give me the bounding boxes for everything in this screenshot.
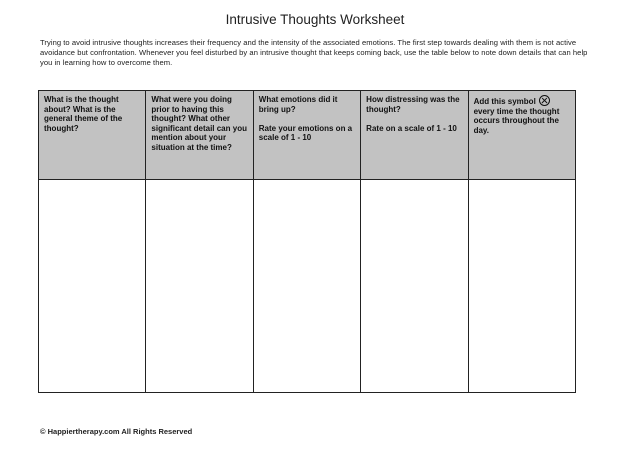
column-header-distress [361,91,468,180]
intro-paragraph: Trying to avoid intrusive thoughts increases their frequency and the intensity of the associated emotions. The first step towards dealing with them is not active avoidance but confrontation. Whenever you feel disturbed by an intrusive thought that keeps coming back, use the table below to note down details that can help you in learning how to overcome them. [40,38,588,67]
column-header-emotions [253,91,360,180]
worksheet-table [38,90,576,393]
entry-cell-symbol-tally[interactable] [468,180,575,393]
column-header-context [146,91,253,180]
column-header-subtext: Rate on a scale of 1 - 10 [366,123,457,133]
column-header-text: What were you doing prior to having this thought? What other significant detail can you mention about your situation at the time? [151,95,247,152]
page-title: Intrusive Thoughts Worksheet [225,12,405,27]
entry-cell-context[interactable] [146,180,253,393]
entry-cell-emotions[interactable] [253,180,360,393]
header-row [39,91,576,180]
column-header-text-continued: every time the thought occurs throughout the day. [473,106,560,135]
column-header-symbol-tally [468,91,575,180]
column-header-text: What is the thought about? What is the general theme of the thought? [44,95,123,133]
entry-cell-thought[interactable] [39,180,146,393]
column-header-text: Add this symbol [473,97,536,106]
column-header-subtext: Rate your emotions on a scale of 1 - 10 [258,123,353,143]
table-row [39,180,576,393]
entry-cell-distress[interactable] [361,180,468,393]
column-header-text: What emotions did it bring up? [258,95,338,114]
x-circle-icon [539,95,550,106]
column-header-thought [39,91,146,180]
column-header-text: How distressing was the thought? [366,95,460,114]
copyright-footer: © Happiertherapy.com All Rights Reserved [40,427,193,436]
